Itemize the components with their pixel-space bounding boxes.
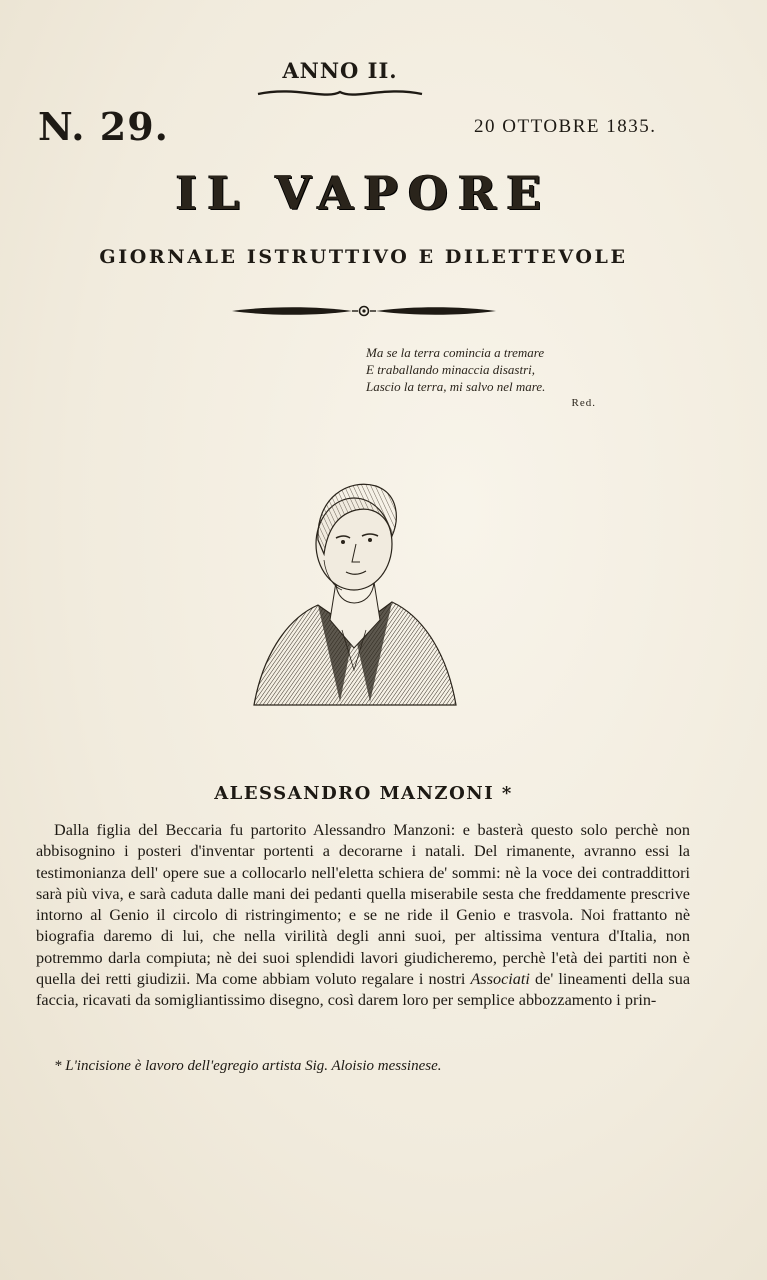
swash-ornament <box>256 84 424 100</box>
footnote: * L'incisione è lavoro dell'egregio artista Sig. Aloisio messinese. <box>54 1058 442 1074</box>
volume-label: ANNO II. <box>282 58 398 83</box>
epigraph-line: E traballando minaccia disastri, <box>366 362 535 377</box>
issue-date: 20 OTTOBRE 1835. <box>474 116 657 137</box>
epigraph-line: Ma se la terra comincia a tremare <box>366 345 545 360</box>
newspaper-subtitle: GIORNALE ISTRUTTIVO E DILETTEVOLE <box>99 246 628 268</box>
epigraph-line: Lascio la terra, mi salvo nel mare. <box>366 379 546 394</box>
article-heading: ALESSANDRO MANZONI * <box>214 783 513 804</box>
divider-ornament <box>228 300 500 322</box>
portrait-engraving <box>244 470 464 710</box>
article-body-italic: Associati <box>470 970 530 989</box>
article-body <box>36 820 690 1012</box>
issue-number: N. 29. <box>38 104 169 149</box>
epigraph <box>366 344 626 412</box>
newspaper-title: IL VAPORE <box>175 166 552 220</box>
article-body-text: de' lineamenti della sua faccia, ricavati da somigliantissimo disegno, così darem loro per semplice abbozzamento i prin- <box>36 970 691 1010</box>
article-body-text: Dalla figlia del Beccaria fu partorito Alessandro Manzoni: e basterà questo solo perchè non abbisognino i posteri d'inventar portenti a decorarne i natali. Del rimanente, avranno essi la testimonianza dell' opere sue a collocarlo nell'eletta schiera de' sommi: nè la voce dei contraddittori sarà più viva, e sarà caduta dalle mani dei pedanti quella miserabile sesta che freddamente prescrive intorno al Genio il circolo di ristringimento; e se ne ride il Genio e trasvola. Noi frattanto nè biografia daremo di lui, che nella virilità degli anni suoi, per altissima ventura d'Italia, non potremmo darla compiuta; nè dei suoi splendidi lavori giudicheremo, perchè l'età dei partiti non è quella dei retti giudizii. Ma come abbiam voluto regalare i nostri <box>36 821 690 989</box>
epigraph-author: Red. <box>571 397 596 409</box>
